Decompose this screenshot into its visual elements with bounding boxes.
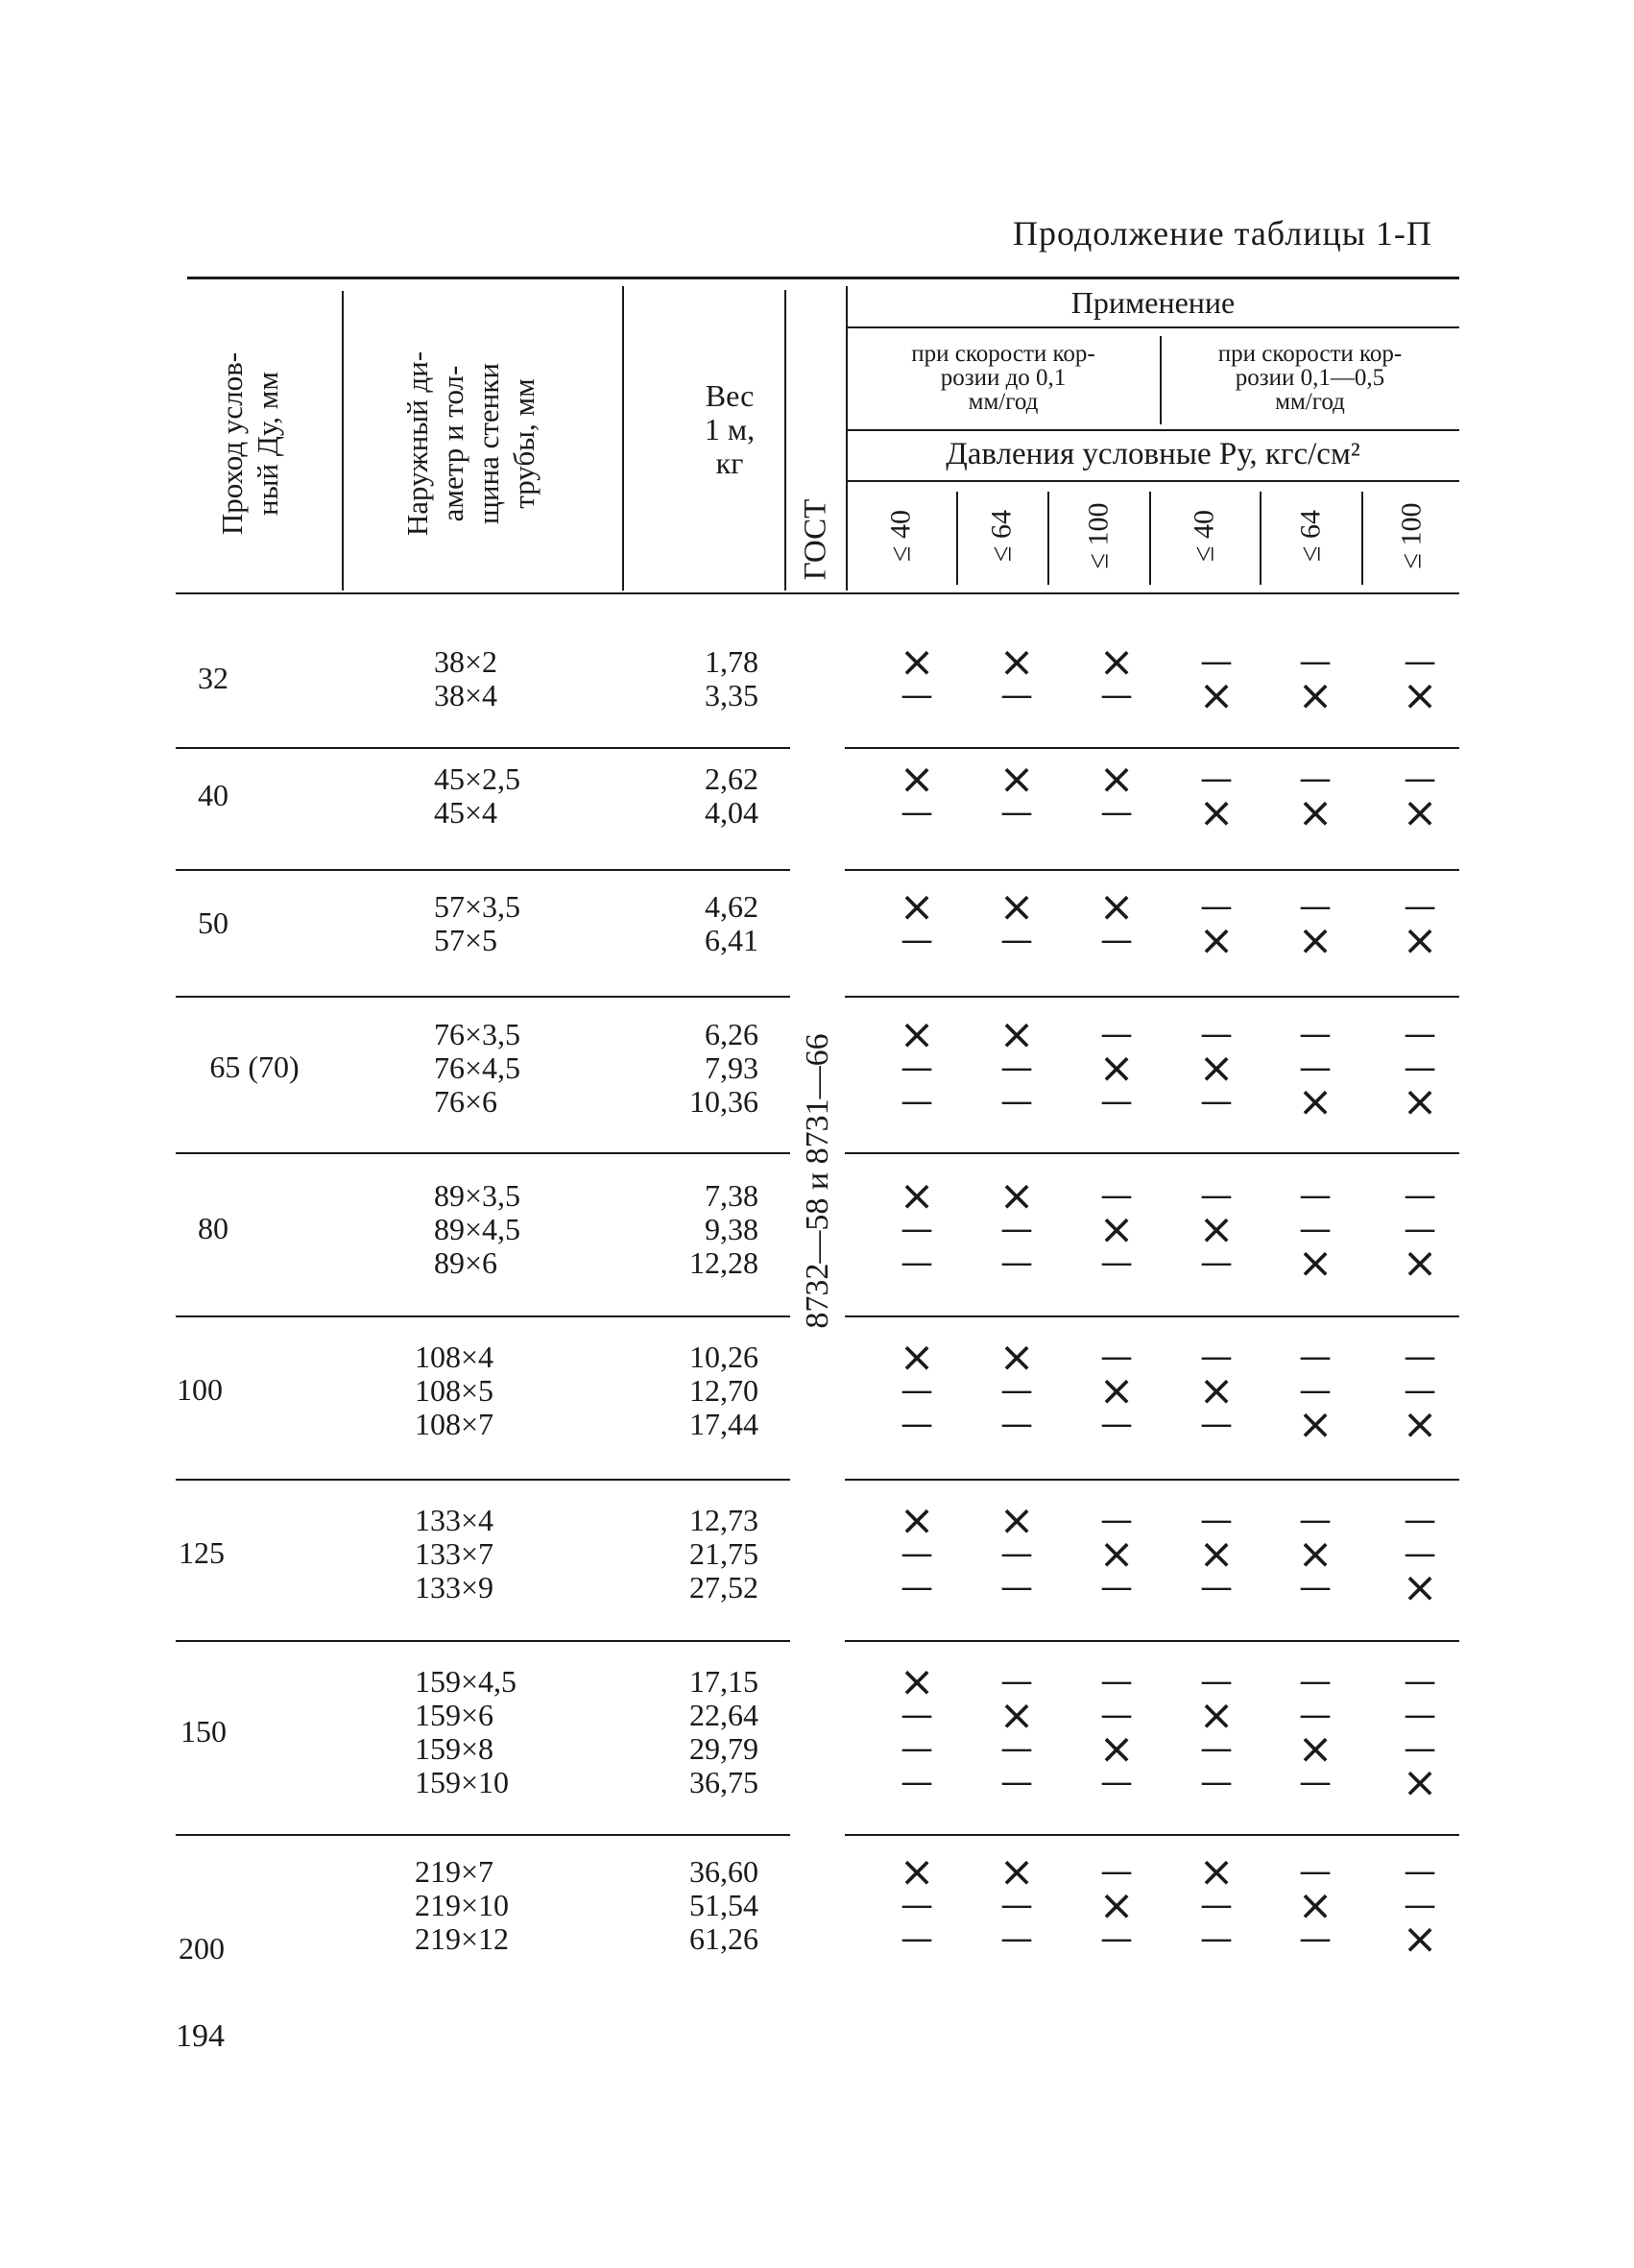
cross-mark-7-2-4: × [1297,1725,1334,1773]
dash-mark-7-3-0: — [901,1763,933,1801]
cross-mark-2-0-2: × [1098,882,1135,931]
weight-7-1: 22,64 [689,1698,758,1732]
cross-mark-6-2-5: × [1402,1563,1438,1612]
pipe-size-1-1: 45×4 [434,795,498,830]
group-rule-left-5 [176,1479,790,1481]
application-rule [847,326,1459,328]
table-top-rule [187,277,1459,279]
dash-mark-5-2-1: — [1000,1405,1033,1443]
weight-3-2: 10,36 [689,1084,758,1119]
cross-mark-7-2-2: × [1098,1725,1135,1773]
dash-mark-4-0-4: — [1299,1176,1332,1215]
group-rule-left-7 [176,1834,790,1836]
pressure-col-1: ≤ 40 [884,510,917,562]
weight-2-0: 4,62 [705,889,758,924]
weight-6-2: 27,52 [689,1570,758,1604]
cross-mark-4-2-4: × [1297,1239,1334,1288]
dash-mark-7-3-3: — [1200,1763,1233,1801]
dash-mark-8-0-5: — [1404,1852,1436,1891]
pipe-size-8-1: 219×10 [415,1888,510,1922]
gost-value: 8732—58 и 8731—66 [800,1033,835,1329]
dash-mark-3-2-3: — [1200,1082,1233,1121]
cross-mark-1-1-5: × [1402,788,1438,837]
nominal-bore-0: 32 [198,660,228,695]
cross-mark-1-1-3: × [1198,788,1235,837]
header-divider-4 [846,286,848,591]
dash-mark-4-1-0: — [901,1210,933,1248]
dash-mark-8-0-4: — [1299,1852,1332,1891]
pipe-size-8-2: 219×12 [415,1921,510,1956]
cross-mark-4-2-5: × [1402,1239,1438,1288]
dash-mark-2-1-1: — [1000,921,1033,959]
cross-mark-8-1-2: × [1098,1881,1135,1930]
dash-mark-4-0-5: — [1404,1176,1436,1215]
cross-mark-1-0-0: × [899,755,935,804]
pressure-col-6: ≤ 100 [1395,502,1428,569]
weight-6-0: 12,73 [689,1503,758,1537]
dash-mark-7-2-3: — [1200,1729,1233,1768]
cross-mark-2-1-3: × [1198,916,1235,965]
dash-mark-7-0-1: — [1000,1662,1033,1701]
group-rule-right-7 [845,1834,1459,1836]
dash-mark-3-2-1: — [1000,1082,1033,1121]
cross-mark-1-1-4: × [1297,788,1334,837]
pressure-col-3: ≤ 100 [1082,502,1115,569]
dash-mark-7-1-4: — [1299,1696,1332,1734]
dash-mark-8-1-0: — [901,1886,933,1924]
dash-mark-5-1-5: — [1404,1371,1436,1410]
cross-mark-3-1-2: × [1098,1044,1135,1093]
weight-7-0: 17,15 [689,1664,758,1699]
cross-mark-0-0-2: × [1098,638,1135,687]
dash-mark-6-2-4: — [1299,1568,1332,1606]
weight-4-2: 12,28 [689,1245,758,1280]
cross-mark-0-1-4: × [1297,671,1334,720]
pipe-size-6-2: 133×9 [415,1570,494,1604]
group-rule-right-2 [845,996,1459,998]
dash-mark-4-2-2: — [1100,1243,1133,1282]
dash-mark-1-0-5: — [1404,760,1436,798]
cross-mark-4-1-3: × [1198,1205,1235,1254]
pipe-size-5-2: 108×7 [415,1407,494,1441]
pipe-size-2-0: 57×3,5 [434,889,521,924]
cross-mark-5-1-2: × [1098,1366,1135,1415]
cross-mark-1-0-1: × [998,755,1035,804]
dash-mark-6-1-5: — [1404,1534,1436,1573]
corrosion-divider [1160,336,1162,424]
dash-mark-0-1-1: — [1000,676,1033,714]
dash-mark-6-2-2: — [1100,1568,1133,1606]
pipe-size-0-1: 38×4 [434,678,498,712]
weight-8-0: 36,60 [689,1854,758,1889]
dash-mark-4-1-1: — [1000,1210,1033,1248]
dash-mark-8-1-1: — [1000,1886,1033,1924]
weight-5-0: 10,26 [689,1339,758,1374]
pipe-size-3-0: 76×3,5 [434,1017,521,1051]
dash-mark-3-1-1: — [1000,1049,1033,1087]
dash-mark-4-2-0: — [901,1243,933,1282]
dash-mark-1-1-2: — [1100,793,1133,832]
nominal-bore-5: 100 [177,1372,223,1407]
dash-mark-4-2-1: — [1000,1243,1033,1282]
dash-mark-8-2-2: — [1100,1919,1133,1958]
dash-mark-7-3-1: — [1000,1763,1033,1801]
dash-mark-1-1-0: — [901,793,933,832]
dash-mark-1-0-3: — [1200,760,1233,798]
dash-mark-8-1-3: — [1200,1886,1233,1924]
dash-mark-0-1-0: — [901,676,933,714]
dash-mark-6-0-2: — [1100,1501,1133,1539]
weight-1-0: 2,62 [705,761,758,796]
dash-mark-4-1-4: — [1299,1210,1332,1248]
dash-mark-3-0-5: — [1404,1015,1436,1053]
pipe-size-4-1: 89×4,5 [434,1212,521,1246]
dash-mark-6-2-1: — [1000,1568,1033,1606]
nominal-bore-6: 125 [179,1535,225,1570]
header-corrosion-low: при скорости кор- розии до 0,1 мм/год [911,341,1095,415]
header-divider-2 [622,286,624,591]
dash-mark-0-0-3: — [1200,642,1233,681]
dash-mark-7-2-1: — [1000,1729,1033,1768]
pipe-size-5-1: 108×5 [415,1373,494,1408]
dash-mark-0-0-5: — [1404,642,1436,681]
dash-mark-1-0-4: — [1299,760,1332,798]
weight-0-1: 3,35 [705,678,758,712]
group-rule-right-1 [845,869,1459,871]
header-nominal-bore: Проход услов- ный Ду, мм [215,351,284,536]
group-rule-left-4 [176,1315,790,1317]
cross-mark-3-0-1: × [998,1010,1035,1059]
header-bottom-rule [176,592,1459,594]
dash-mark-3-1-4: — [1299,1049,1332,1087]
nominal-bore-2: 50 [198,905,228,940]
pipe-size-6-1: 133×7 [415,1536,494,1571]
dash-mark-0-0-4: — [1299,642,1332,681]
dash-mark-5-0-3: — [1200,1338,1233,1376]
header-pipe-size: Наружный ди- аметр и тол- щина стенки трубы, мм [400,350,541,537]
header-corrosion-high: при скорости кор- розии 0,1—0,5 мм/год [1217,341,1403,415]
dash-mark-2-0-5: — [1404,887,1436,926]
pressure-divider-5 [1361,492,1363,585]
weight-7-2: 29,79 [689,1731,758,1766]
cross-mark-6-1-3: × [1198,1530,1235,1579]
pressure-col-4: ≤ 40 [1188,510,1220,562]
group-rule-right-3 [845,1152,1459,1154]
cross-mark-5-1-3: × [1198,1366,1235,1415]
group-rule-left-2 [176,996,790,998]
dash-mark-8-2-3: — [1200,1919,1233,1958]
cross-mark-7-3-5: × [1402,1758,1438,1807]
dash-mark-7-1-0: — [901,1696,933,1734]
weight-1-1: 4,04 [705,795,758,830]
dash-mark-2-1-2: — [1100,921,1133,959]
corrosion-rule [847,429,1459,431]
cross-mark-2-1-5: × [1402,916,1438,965]
group-rule-right-5 [845,1479,1459,1481]
dash-mark-3-2-2: — [1100,1082,1133,1121]
group-rule-right-6 [845,1640,1459,1642]
cross-mark-0-1-3: × [1198,671,1235,720]
cross-mark-6-0-0: × [899,1496,935,1545]
dash-mark-3-1-0: — [901,1049,933,1087]
cross-mark-5-0-1: × [998,1333,1035,1382]
nominal-bore-3: 65 (70) [209,1050,300,1084]
cross-mark-5-0-0: × [899,1333,935,1382]
pipe-size-4-0: 89×3,5 [434,1178,521,1213]
cross-mark-2-0-0: × [899,882,935,931]
dash-mark-6-2-0: — [901,1568,933,1606]
dash-mark-8-2-0: — [901,1919,933,1958]
dash-mark-7-0-2: — [1100,1662,1133,1701]
pipe-size-7-1: 159×6 [415,1698,494,1732]
dash-mark-1-1-1: — [1000,793,1033,832]
cross-mark-4-0-1: × [998,1171,1035,1220]
dash-mark-6-1-0: — [901,1534,933,1573]
dash-mark-5-1-4: — [1299,1371,1332,1410]
pressure-divider-4 [1260,492,1262,585]
pipe-size-2-1: 57×5 [434,923,498,957]
header-divider-1 [342,291,344,591]
pipe-size-7-3: 159×10 [415,1765,510,1799]
weight-5-1: 12,70 [689,1373,758,1408]
dash-mark-3-1-5: — [1404,1049,1436,1087]
dash-mark-5-0-4: — [1299,1338,1332,1376]
cross-mark-8-2-5: × [1402,1915,1438,1964]
dash-mark-5-1-1: — [1000,1371,1033,1410]
pipe-size-5-0: 108×4 [415,1339,494,1374]
nominal-bore-1: 40 [198,777,228,812]
group-rule-left-3 [176,1152,790,1154]
dash-mark-5-0-2: — [1100,1338,1133,1376]
dash-mark-5-2-0: — [901,1405,933,1443]
dash-mark-6-1-1: — [1000,1534,1033,1573]
cross-mark-0-1-5: × [1402,671,1438,720]
cross-mark-3-2-4: × [1297,1077,1334,1126]
dash-mark-4-0-2: — [1100,1176,1133,1215]
weight-8-1: 51,54 [689,1888,758,1922]
dash-mark-5-0-5: — [1404,1338,1436,1376]
dash-mark-5-1-0: — [901,1371,933,1410]
dash-mark-8-2-1: — [1000,1919,1033,1958]
weight-8-2: 61,26 [689,1921,758,1956]
dash-mark-6-2-3: — [1200,1568,1233,1606]
dash-mark-7-3-2: — [1100,1763,1133,1801]
dash-mark-3-2-0: — [901,1082,933,1121]
cross-mark-8-0-1: × [998,1847,1035,1896]
cross-mark-1-0-2: × [1098,755,1135,804]
pipe-size-0-0: 38×2 [434,644,498,679]
cross-mark-8-0-0: × [899,1847,935,1896]
cross-mark-3-0-0: × [899,1010,935,1059]
pipe-size-6-0: 133×4 [415,1503,494,1537]
cross-mark-3-1-3: × [1198,1044,1235,1093]
cross-mark-0-0-0: × [899,638,935,687]
dash-mark-6-0-5: — [1404,1501,1436,1539]
dash-mark-4-2-3: — [1200,1243,1233,1282]
dash-mark-8-1-5: — [1404,1886,1436,1924]
pipe-size-1-0: 45×2,5 [434,761,521,796]
dash-mark-2-1-0: — [901,921,933,959]
dash-mark-4-0-3: — [1200,1176,1233,1215]
pressure-divider-1 [956,492,958,585]
dash-mark-7-0-4: — [1299,1662,1332,1701]
pipe-size-3-1: 76×4,5 [434,1050,521,1085]
nominal-bore-4: 80 [198,1211,228,1245]
weight-0-0: 1,78 [705,644,758,679]
cross-mark-0-0-1: × [998,638,1035,687]
weight-3-1: 7,93 [705,1050,758,1085]
cross-mark-4-0-0: × [899,1171,935,1220]
cross-mark-5-2-5: × [1402,1400,1438,1449]
dash-mark-7-0-5: — [1404,1662,1436,1701]
cross-mark-6-1-4: × [1297,1530,1334,1579]
dash-mark-7-0-3: — [1200,1662,1233,1701]
weight-4-0: 7,38 [705,1178,758,1213]
header-gost: ГОСТ [798,498,833,581]
dash-mark-8-2-4: — [1299,1919,1332,1958]
weight-6-1: 21,75 [689,1536,758,1571]
nominal-bore-7: 150 [180,1713,227,1749]
weight-7-3: 36,75 [689,1765,758,1799]
dash-mark-0-1-2: — [1100,676,1133,714]
dash-mark-6-0-3: — [1200,1501,1233,1539]
cross-mark-5-2-4: × [1297,1400,1334,1449]
cross-mark-7-0-0: × [899,1657,935,1706]
weight-5-2: 17,44 [689,1407,758,1441]
dash-mark-3-0-3: — [1200,1015,1233,1053]
cross-mark-7-1-1: × [998,1691,1035,1740]
dash-mark-5-2-2: — [1100,1405,1133,1443]
page-number: 194 [176,2018,225,2054]
pipe-size-4-2: 89×6 [434,1245,498,1280]
weight-4-1: 9,38 [705,1212,758,1246]
group-rule-left-1 [176,869,790,871]
cross-mark-8-1-4: × [1297,1881,1334,1930]
dash-mark-7-2-0: — [901,1729,933,1768]
dash-mark-7-1-5: — [1404,1696,1436,1734]
group-rule-left-0 [176,747,790,749]
pressure-divider-3 [1149,492,1151,585]
nominal-bore-8: 200 [179,1930,225,1966]
cross-mark-3-2-5: × [1402,1077,1438,1126]
pressure-col-5: ≤ 64 [1294,510,1327,562]
weight-2-1: 6,41 [705,923,758,957]
group-rule-right-0 [845,747,1459,749]
dash-mark-7-1-2: — [1100,1696,1133,1734]
cross-mark-4-1-2: × [1098,1205,1135,1254]
pipe-size-3-2: 76×6 [434,1084,498,1119]
dash-mark-7-3-4: — [1299,1763,1332,1801]
dash-mark-2-0-3: — [1200,887,1233,926]
dash-mark-5-2-3: — [1200,1405,1233,1443]
pressure-divider-2 [1047,492,1049,585]
pipe-size-7-0: 159×4,5 [415,1664,517,1699]
group-rule-left-6 [176,1640,790,1642]
cross-mark-7-1-3: × [1198,1691,1235,1740]
cross-mark-6-0-1: × [998,1496,1035,1545]
table-caption: Продолжение таблицы 1-П [1013,214,1432,253]
pipe-size-7-2: 159×8 [415,1731,494,1766]
header-application: Применение [1070,285,1236,320]
pipe-size-8-0: 219×7 [415,1854,494,1889]
dash-mark-4-1-5: — [1404,1210,1436,1248]
cross-mark-2-1-4: × [1297,916,1334,965]
dash-mark-7-2-5: — [1404,1729,1436,1768]
dash-mark-8-0-2: — [1100,1852,1133,1891]
header-pressure: Давления условные Ру, кгс/см² [946,437,1360,471]
pressure-rule [847,480,1459,482]
pressure-col-2: ≤ 64 [985,510,1018,562]
weight-3-0: 6,26 [705,1017,758,1051]
dash-mark-3-0-2: — [1100,1015,1133,1053]
group-rule-right-4 [845,1315,1459,1317]
cross-mark-6-1-2: × [1098,1530,1135,1579]
header-weight: Вес 1 м, кг [704,378,756,480]
cross-mark-8-0-3: × [1198,1847,1235,1896]
dash-mark-6-0-4: — [1299,1501,1332,1539]
dash-mark-3-0-4: — [1299,1015,1332,1053]
dash-mark-2-0-4: — [1299,887,1332,926]
cross-mark-2-0-1: × [998,882,1035,931]
